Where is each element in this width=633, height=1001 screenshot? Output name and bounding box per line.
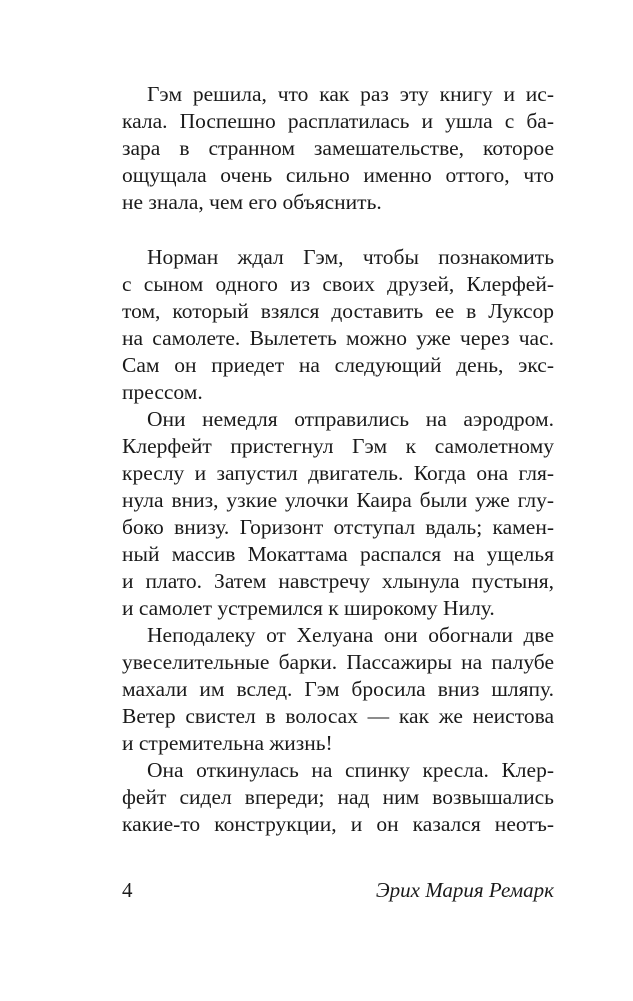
text-line: креслу и запустил двигатель. Когда она гля- — [122, 461, 554, 485]
paragraph — [122, 406, 554, 622]
text-line: и плато. Затем навстречу хлынула пустыня, — [122, 569, 554, 593]
paragraph — [122, 81, 554, 216]
text-line: махали им вслед. Гэм бросила вниз шляпу. — [122, 677, 554, 701]
text-line: и стремительна жизнь! — [122, 731, 333, 755]
page-footer — [122, 876, 554, 904]
paragraph — [122, 622, 554, 757]
text-line: Ветер свистел в волосах — как же неистова — [122, 704, 554, 728]
paragraph — [122, 244, 554, 406]
text-line: фейт сидел впереди; над ним возвышались — [122, 785, 554, 809]
text-line: Норман ждал Гэм, чтобы познакомить — [147, 245, 554, 269]
section-break — [122, 216, 554, 244]
page-body — [122, 81, 554, 838]
text-line: ощущала очень сильно именно оттого, что — [122, 163, 554, 187]
text-line: Сам он приедет на следующий день, экс- — [122, 353, 554, 377]
text-line: ный массив Мокаттама распался на ущелья — [122, 542, 554, 566]
text-line: том, который взялся доставить ее в Луксор — [122, 299, 554, 323]
page-number: 4 — [122, 878, 133, 902]
text-line: не знала, чем его объяснить. — [122, 190, 382, 214]
text-line: на самолете. Вылететь можно уже через час. — [122, 326, 554, 350]
text-line: и самолет устремился к широкому Нилу. — [122, 596, 495, 620]
text-line: какие-то конструкции, и он казался неотъ- — [122, 812, 554, 836]
text-line: нула вниз, узкие улочки Каира были уже глу- — [122, 488, 554, 512]
paragraph — [122, 757, 554, 838]
text-line: Гэм решила, что как раз эту книгу и ис- — [147, 82, 554, 106]
text-line: Клерфейт пристегнул Гэм к самолетному — [122, 434, 554, 458]
text-line: увеселительные барки. Пассажиры на палубе — [122, 650, 554, 674]
text-line: Она откинулась на спинку кресла. Клер- — [147, 758, 554, 782]
text-line: прессом. — [122, 380, 203, 404]
text-line: боко внизу. Горизонт отступал вдаль; камен- — [122, 515, 554, 539]
text-line: кала. Поспешно расплатилась и ушла с ба- — [122, 109, 554, 133]
text-line: с сыном одного из своих друзей, Клерфей- — [122, 272, 554, 296]
text-line: Они немедля отправились на аэродром. — [147, 407, 554, 431]
text-line: Неподалеку от Хелуана они обогнали две — [147, 623, 554, 647]
running-title: Эрих Мария Ремарк — [375, 878, 554, 902]
text-line: зара в странном замешательстве, которое — [122, 136, 554, 160]
